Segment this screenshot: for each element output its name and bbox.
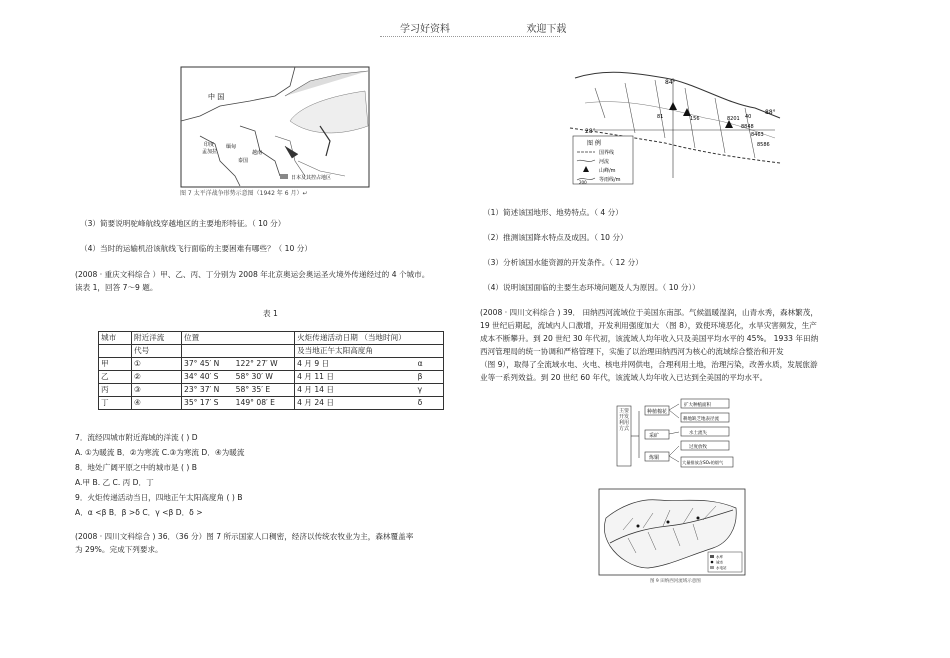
map1-label-bangladesh: 孟加拉	[202, 149, 218, 155]
table-cell-lon: 58° 30′ W	[234, 371, 295, 384]
map1-label-myanmar: 缅甸	[226, 144, 237, 150]
table-row	[99, 384, 444, 397]
table-row	[99, 371, 444, 384]
table-cell-code: ①	[132, 358, 182, 371]
table-cell-city: 丁	[99, 397, 132, 410]
chongqing-intro-line1: (2008 · 重庆文科综合 ）甲、乙、丙、丁分别为 2008 年北京奥运会奥运圣火境外传递经过的 4 个城市。	[75, 270, 430, 279]
table-cell-date: 4 月 11 日	[295, 371, 416, 384]
tennessee-para-line4: 西河管理局的统一协调和严格管理下，实施了以治理田纳西河为核心的流域综合整治和开发	[480, 347, 784, 356]
tennessee-para-line1: (2008 · 四川文科综合 ) 39． 田纳西河流域位于美国东南部。气候温暖湿润，山青水秀，森林繁茂，	[480, 308, 818, 317]
tennessee-map-svg	[598, 488, 746, 576]
nepal-q3: （3）分析该国水能资源的开发条件。（ 12 分）	[483, 258, 643, 267]
question-9: 9．火炬传递活动当日，四地正午太阳高度角 ( ) B	[75, 493, 243, 502]
map3-legend-city: 城市	[716, 560, 723, 565]
nepal-map	[565, 48, 785, 188]
map2-label-8201: 8201	[727, 116, 740, 122]
nepal-q2: （2）推测该国降水特点及成因。（ 10 分）	[483, 233, 628, 242]
table-cell-city: 乙	[99, 371, 132, 384]
table-row	[99, 397, 444, 410]
table-cell-code: ③	[132, 384, 182, 397]
table-cell-date: 4 月 9 日	[295, 358, 416, 371]
table-cell-lon: 58° 35′ E	[234, 384, 295, 397]
sichuan-36-line1: (2008 · 四川文科综合 ) 36．（36 分）图 7 所示国家人口稠密，经济以传统农牧业为主，森林覆盖率	[75, 532, 414, 541]
map2-legend-isohyet-value: 200	[579, 180, 587, 185]
flow-right-4: 大量排放含SO₂的烟气	[682, 460, 724, 465]
flow-mid-0: 种植棉花	[647, 409, 668, 415]
table-cell-lon: 149° 08′ E	[234, 397, 295, 410]
map2-label-81: 81	[657, 114, 664, 120]
table-cell-angle: α	[416, 358, 444, 371]
header-divider	[380, 36, 560, 37]
table-header-city: 城市	[99, 332, 132, 345]
table-cell-angle: γ	[416, 384, 444, 397]
table-cell-lat: 35° 17′ S	[182, 397, 234, 410]
map1-legend-text: 日本及其控占地区	[291, 175, 332, 181]
map2-legend-isohyet: 等雨线/m	[599, 177, 621, 183]
map2-label-8848: 8848	[741, 124, 754, 130]
table-cell-city: 丙	[99, 384, 132, 397]
map1-label-vietnam: 越南	[252, 150, 263, 156]
development-flowchart	[615, 396, 785, 476]
table-header-current: 附近洋流	[132, 332, 182, 345]
table-cell-lat: 23° 37′ N	[182, 384, 234, 397]
flowchart-svg	[615, 396, 785, 476]
tennessee-para-line5: （图 9），取得了全流域水电、火电、核电并网供电，合理利用土地，治理污染，改善水质，发展旅游	[480, 360, 818, 369]
question-8: 8．地处广阔平原之中的城市是 ( ) B	[75, 463, 197, 472]
nepal-q1: （1）简述该国地形、地势特点。（ 4 分）	[483, 208, 623, 217]
flow-right-3: 过度放牧	[689, 445, 707, 450]
flow-left-box: 主要开发利用方式	[618, 408, 629, 432]
map1-label-thailand: 泰国	[238, 158, 249, 164]
table-cell-lon: 122° 27′ W	[234, 358, 295, 371]
table-cell-code: ④	[132, 397, 182, 410]
table-header-date: 火炬传递活动日期 （当地时间）	[295, 332, 444, 345]
flow-right-2: 水土流失	[689, 431, 707, 436]
table-cell-city: 甲	[99, 358, 132, 371]
map2-legend-peak: 山峰/m	[599, 168, 616, 174]
map2-legend-river: 河流	[599, 159, 610, 165]
table-cell-angle: δ	[416, 397, 444, 410]
map2-label-28: 28°	[585, 128, 596, 135]
map3-legend-station: 水电站	[716, 566, 727, 570]
sichuan-36-line2: 为 29%。完成下列要求。	[75, 545, 163, 554]
flow-right-0: 扩大种植面积	[684, 403, 711, 408]
nepal-map-svg	[565, 48, 785, 188]
question-4: （4）当时的运输机沿该航线飞行面临的主要困难有哪些？（ 10 分）	[80, 244, 312, 253]
map1-label-china: 中 国	[208, 93, 225, 101]
question-7-options: A. ①为暖流 B．②为寒流 C.③为寒流 D．④为暖流	[75, 448, 245, 457]
map2-legend-border: 国界线	[599, 150, 615, 156]
page-header	[400, 20, 566, 35]
question-7: 7．流经四城市附近海域的洋流 ( ) D	[75, 433, 198, 442]
map2-legend-title: 图 例	[587, 140, 601, 147]
flow-mid-1: 采矿	[649, 433, 660, 439]
map1-label-india: 印度	[204, 142, 215, 148]
pacific-war-map	[180, 66, 370, 196]
tennessee-para-line6: 业等一系列效益。到 20 世纪 60 年代，该流域人均年收入已达到全美国的平均水平。	[480, 373, 768, 382]
table-cell-code: ②	[132, 371, 182, 384]
table-cell-date: 4 月 24 日	[295, 397, 416, 410]
question-3: （3）简要说明驼峰航线穿越地区的主要地形特征。（ 10 分）	[80, 219, 286, 228]
map1-caption: 图 7 太平洋战争形势示意图（1942 年 6 月）↵	[180, 190, 308, 197]
nepal-q4: （4）说明该国面临的主要生态环境问题及人为原因。（ 10 分））	[483, 283, 700, 292]
map1-legend-swatch	[280, 174, 288, 179]
header-right: 欢迎下载	[526, 24, 567, 35]
map2-label-40: 40	[745, 114, 752, 120]
map2-label-84: 84°	[665, 79, 676, 86]
tennessee-map	[598, 488, 746, 586]
map2-label-88: 88°	[765, 109, 776, 116]
map2-label-8586: 8586	[757, 142, 770, 148]
flow-mid-2: 炼铜	[649, 455, 660, 461]
flow-right-1: 耕地缺乏地表径流	[683, 417, 719, 422]
table-cell-angle: β	[416, 371, 444, 384]
map2-label-156: 156	[690, 116, 700, 122]
map3-caption: 图 9 田纳西河流域示意图	[650, 579, 701, 584]
tennessee-para-line3: 成本不断攀升。到 20 世纪 30 年代初，该流域人均年收入只及美国平均水平的 45%。 1933 年田纳	[480, 334, 819, 343]
table-header-angle: 及当地正午太阳高度角	[295, 345, 444, 358]
header-left: 学习好资料	[400, 24, 450, 35]
table-header-position: 位置	[182, 332, 295, 345]
tennessee-para-line2: 19 世纪后期起，流域内人口激增，开发利用强度加大 （图 8），致使环境恶化，水旱灾害频发，生产	[480, 321, 817, 330]
table-cell-date: 4 月 14 日	[295, 384, 416, 397]
map3-legend-reservoir: 水库	[716, 555, 723, 559]
chongqing-intro-line2: 读表 1，回答 7～9 题。	[75, 283, 158, 292]
table-1-title: 表 1	[263, 309, 278, 318]
pacific-war-map-svg	[180, 66, 370, 196]
table-cell-lat: 37° 45′ N	[182, 358, 234, 371]
table-row	[99, 358, 444, 371]
table-cell-lat: 34° 40′ S	[182, 371, 234, 384]
table-1	[98, 331, 444, 410]
question-8-options: A.甲 B. 乙 C. 丙 D．丁	[75, 478, 154, 487]
question-9-options: A．α <β B．β >δ C．γ <β D．δ >	[75, 508, 203, 517]
map2-label-8463: 8463	[751, 132, 764, 138]
table-header-code: 代号	[132, 345, 182, 358]
